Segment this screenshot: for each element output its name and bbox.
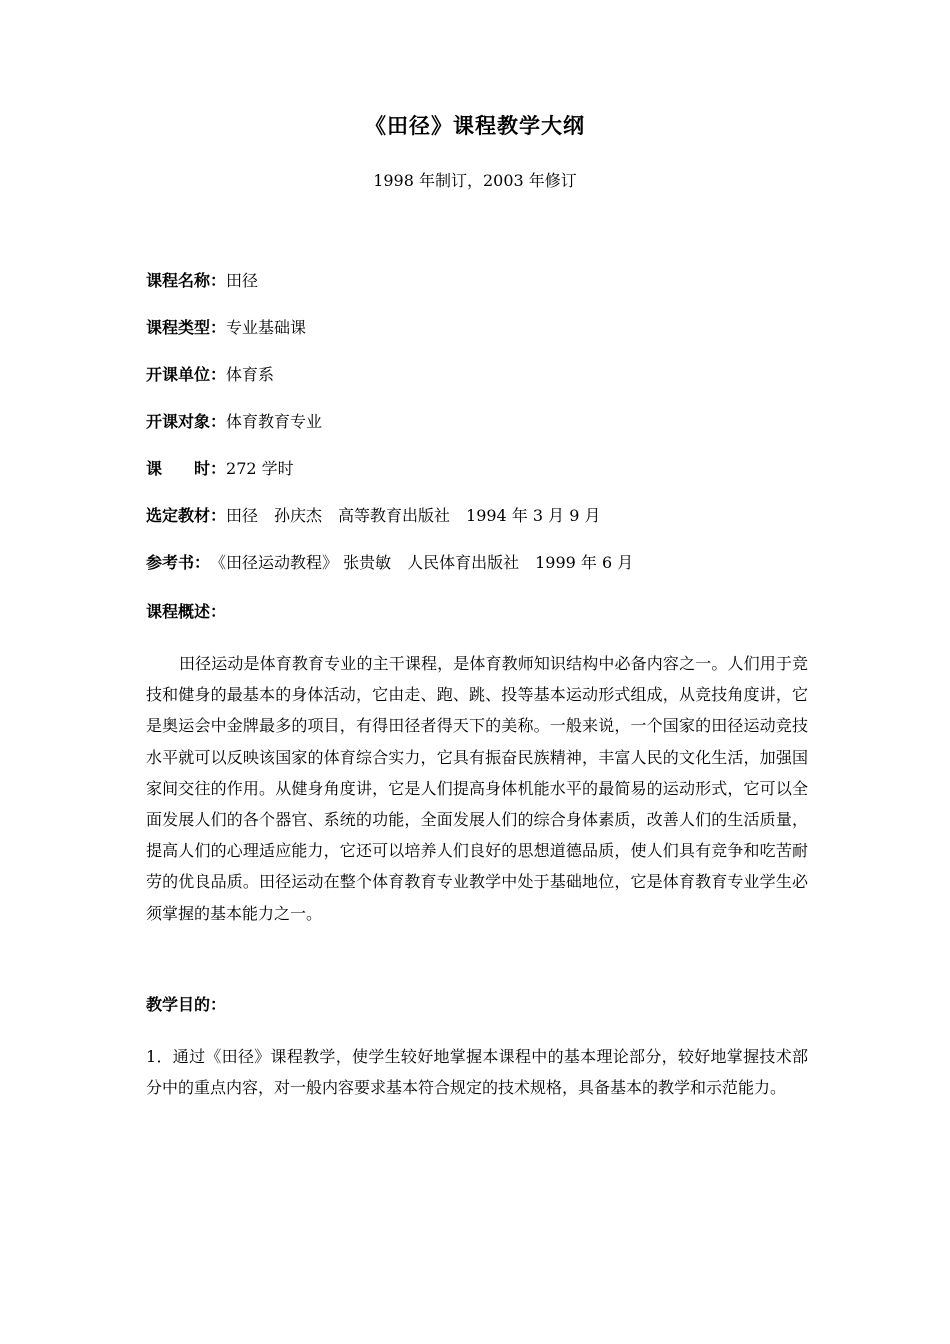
field-course-type — [146, 315, 306, 338]
document-subtitle: 1998 年制订，2003 年修订 — [373, 171, 577, 190]
field-value: 田径 — [226, 271, 259, 290]
field-label: 课程名称： — [146, 271, 227, 290]
field-value: 《田径运动教程》 张贵敏 人民体育出版社 1999 年 6 月 — [202, 553, 634, 572]
overview-paragraph: 田径运动是体育教育专业的主干课程，是体育教师知识结构中必备内容之一。人们用于竞技和健身的最基本的身体活动，它由走、跑、跳、投等基本运动形式组成，从竞技角度讲，它是奥运会中金牌最多的项目，有得田径者得天下的美称。一般来说，一个国家的田径运动竞技水平就可以反映该国家的体育综合实力，它具有振奋民族精神，丰富人民的文化生活，加强国家间交往的作用。从健身角度讲，它是人们提高身体机能水平的最简易的运动形式，它可以全面发展人们的各个器官、系统的功能，全面发展人们的综合身体素质，改善人们的生活质量，提高人们的心理适应能力，它还可以培养人们良好的思想道德品质，使人们具有竞争和吃苦耐劳的优良品质。田径运动在整个体育教育专业教学中处于基础地位，它是体育教育专业学生必须掌握的基本能力之一。 — [146, 654, 808, 923]
overview-heading: 课程概述： — [146, 602, 227, 621]
field-label: 开课对象： — [146, 412, 227, 431]
field-label: 参考书： — [146, 553, 203, 572]
field-value: 专业基础课 — [226, 318, 307, 337]
document-title: 《田径》课程教学大纲 — [365, 114, 585, 138]
field-course-name — [146, 268, 258, 291]
objective-paragraph: 1．通过《田径》课程教学，使学生较好地掌握本课程中的基本理论部分，较好地掌握技术部分中的重点内容，对一般内容要求基本符合规定的技术规格，具备基本的教学和示范能力。 — [146, 1047, 808, 1098]
field-value: 体育系 — [226, 365, 275, 384]
field-label: 开课单位： — [146, 365, 227, 384]
field-label: 课 时： — [146, 459, 227, 478]
field-label: 选定教材： — [146, 506, 227, 525]
field-textbook — [146, 503, 601, 526]
field-label: 课程类型： — [146, 318, 227, 337]
field-value: 272 学时 — [226, 459, 294, 478]
objective-heading: 教学目的： — [146, 995, 227, 1014]
field-class-hours — [146, 456, 294, 479]
field-audience — [146, 409, 322, 432]
field-value: 田径 孙庆杰 高等教育出版社 1994 年 3 月 9 月 — [226, 506, 601, 525]
field-value: 体育教育专业 — [226, 412, 323, 431]
field-department — [146, 362, 274, 385]
field-reference-book — [146, 550, 633, 573]
